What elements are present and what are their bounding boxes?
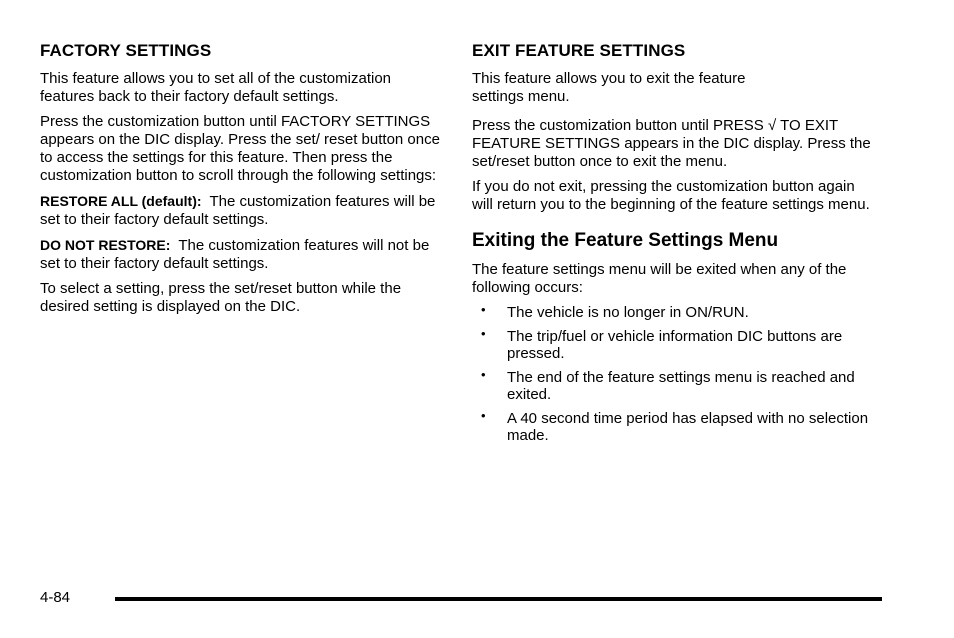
exit-instructions-paragraph [472,117,877,171]
exit-instructions-start: Press the customization button until PRESS [472,117,764,134]
bullet-icon: • [481,302,486,317]
select-setting-paragraph: To select a setting, press the set/reset button while the desired setting is displayed on the DIC. [40,280,402,315]
bullet-icon: • [481,326,486,341]
exit-intro-line-1: This feature allows you to exit the feature [472,70,746,87]
exit-instructions-end: TO EXIT FEATURE SETTINGS appears in the DIC display. Press the set/reset button once to exit the menu. [472,117,871,170]
do-not-restore-text: The customization features will not be set to their factory default settings. [40,237,430,272]
factory-settings-heading: FACTORY SETTINGS [40,41,212,60]
right-column [472,40,877,451]
exiting-menu-heading: Exiting the Feature Settings Menu [472,230,779,251]
left-column [40,40,440,323]
restore-all-label: RESTORE ALL (default): [40,193,202,209]
do-not-restore-paragraph [40,236,440,273]
factory-instructions-paragraph: Press the customization button until FACTORY SETTINGS appears on the DIC display. Press the set/ reset button once to access the settings for this feature. Then press the customization button to scroll through the following settings: [40,113,440,184]
page-number: 4-84 [40,589,71,606]
footer-divider [115,597,882,601]
list-item: • A 40 second time period has elapsed with no selection made. [481,408,869,444]
list-item: • The trip/fuel or vehicle information DIC buttons are pressed. [481,326,843,362]
exit-conditions-paragraph: The feature settings menu will be exited when any of the following occurs: [472,261,847,296]
exit-conditions-list [472,304,877,444]
no-exit-paragraph: If you do not exit, pressing the customization button again will return you to the beginning of the feature settings menu. [472,178,870,213]
exit-feature-settings-heading: EXIT FEATURE SETTINGS [472,41,686,60]
checkmark-icon: √ [767,117,777,134]
bullet-icon: • [481,408,486,423]
restore-all-paragraph [40,192,440,229]
list-item: • The vehicle is no longer in ON/RUN. [481,302,749,321]
restore-all-text: The customization features will be set to their factory default settings. [40,193,436,228]
bullet-icon: • [481,367,486,382]
do-not-restore-label: DO NOT RESTORE: [40,237,171,253]
list-item: • The end of the feature settings menu is reached and exited. [481,367,855,403]
exit-intro-line-2: settings menu. [472,88,570,105]
exit-intro-paragraph [472,70,877,106]
factory-intro-paragraph: This feature allows you to set all of the customization features back to their factory default settings. [40,70,392,105]
